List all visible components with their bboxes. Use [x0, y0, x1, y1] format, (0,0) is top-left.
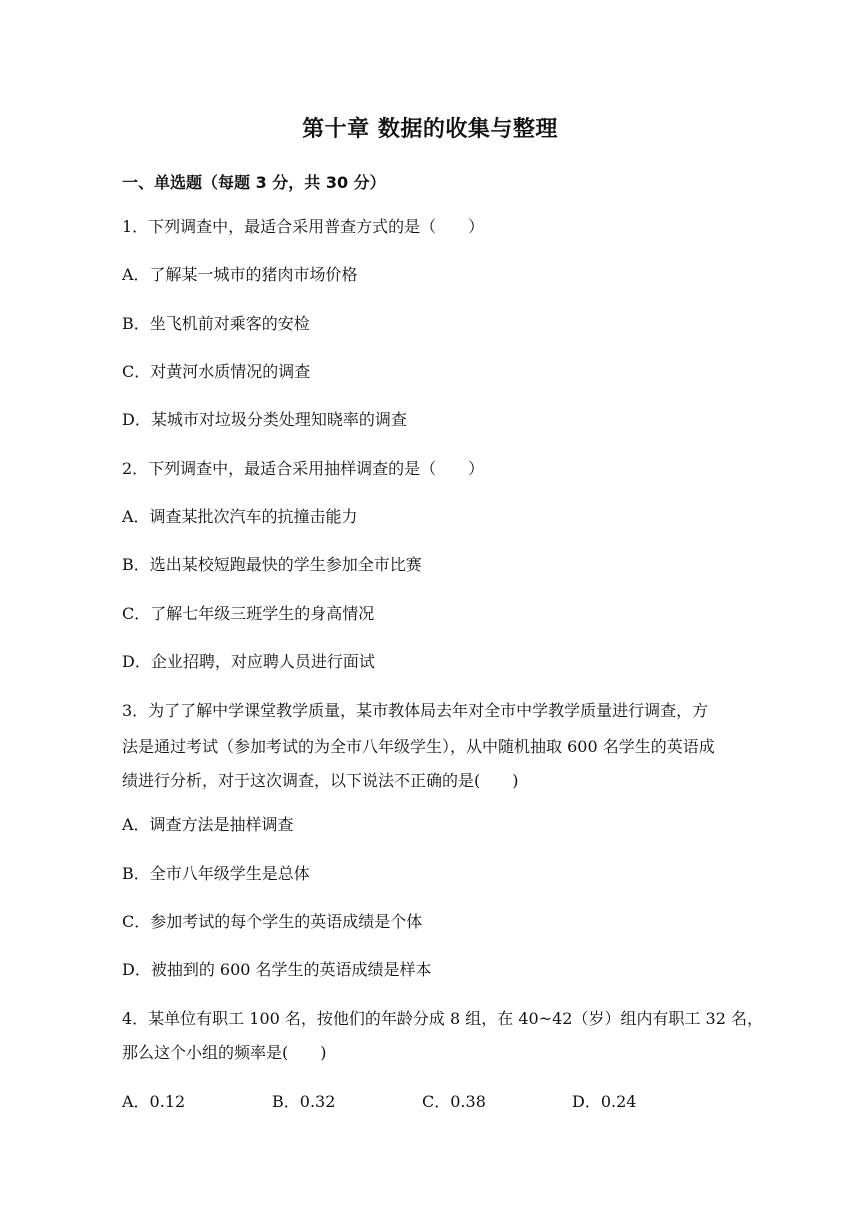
q1-option-a: A．了解某一城市的猪肉市场价格 — [122, 265, 358, 284]
q4-option-a: A．0.12 — [122, 1092, 186, 1111]
q4-option-b: B．0.32 — [272, 1092, 336, 1111]
section-heading: 一、单选题（每题 3 分，共 30 分） — [122, 173, 386, 192]
q2-option-b: B．选出某校短跑最快的学生参加全市比赛 — [122, 555, 422, 574]
page-title: 第十章 数据的收集与整理 — [302, 117, 558, 142]
q3-stem-line-3: 绩进行分析，对于这次调查，以下说法不正确的是( ) — [122, 771, 519, 790]
q3-stem-line-2: 法是通过考试（参加考试的为全市八年级学生），从中随机抽取 600 名学生的英语成 — [122, 737, 715, 756]
q4-stem-line-1: 4．某单位有职工 100 名，按他们的年龄分成 8 组，在 40~42（岁）组内有职工 32 名， — [122, 1009, 763, 1028]
q4-option-c: C．0.38 — [422, 1092, 486, 1111]
q3-option-a: A．调查方法是抽样调查 — [122, 815, 294, 834]
q4-option-d: D．0.24 — [572, 1092, 637, 1111]
q1-option-b: B．坐飞机前对乘客的安检 — [122, 314, 310, 333]
q1-stem: 1．下列调查中，最适合采用普查方式的是（ ） — [122, 217, 485, 236]
q3-option-b: B．全市八年级学生是总体 — [122, 864, 310, 883]
q3-stem-line-1: 3．为了了解中学课堂教学质量，某市教体局去年对全市中学教学质量进行调查，方 — [122, 701, 709, 720]
q2-option-c: C．了解七年级三班学生的身高情况 — [122, 604, 375, 623]
q1-option-d: D．某城市对垃圾分类处理知晓率的调查 — [122, 410, 407, 429]
q3-option-d: D．被抽到的 600 名学生的英语成绩是样本 — [122, 960, 432, 979]
q3-option-c: C．参加考试的每个学生的英语成绩是个体 — [122, 912, 423, 931]
q2-option-d: D．企业招聘，对应聘人员进行面试 — [122, 652, 375, 671]
q4-stem-line-2: 那么这个小组的频率是( ) — [122, 1043, 327, 1062]
q2-stem: 2．下列调查中，最适合采用抽样调查的是（ ） — [122, 459, 485, 478]
q2-option-a: A．调查某批次汽车的抗撞击能力 — [122, 507, 358, 526]
q1-option-c: C．对黄河水质情况的调查 — [122, 362, 311, 381]
